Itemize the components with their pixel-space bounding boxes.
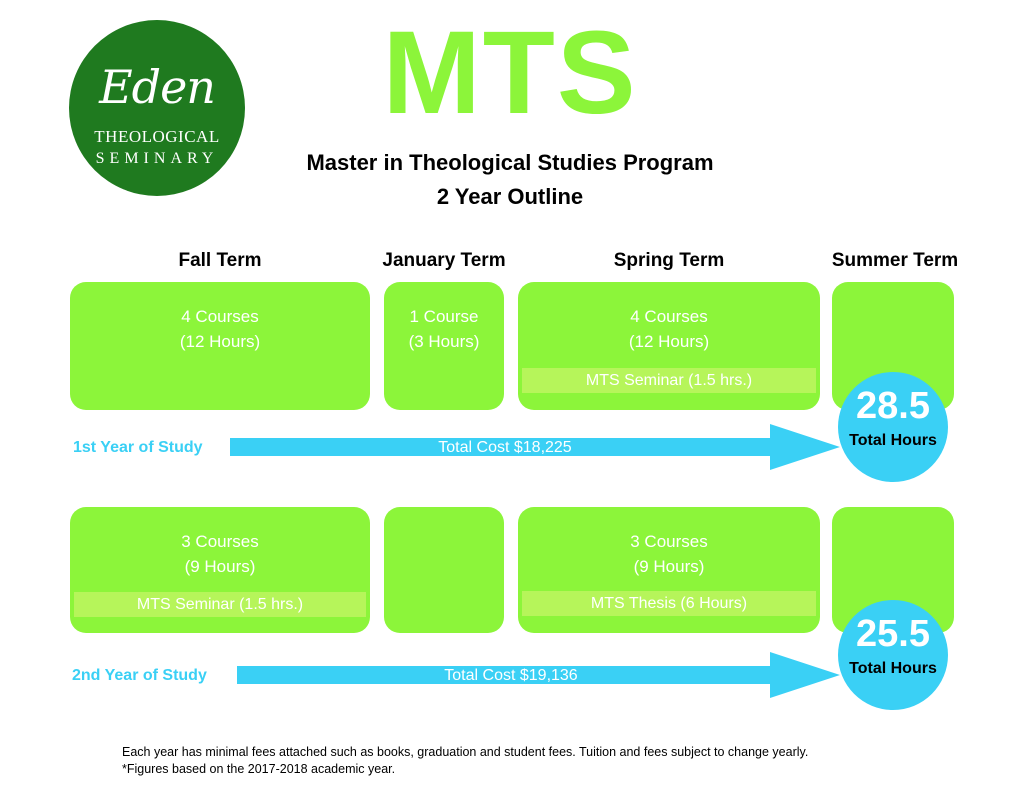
year1-fall-hours: (12 Hours) bbox=[179, 332, 261, 351]
program-outline-label: 2 Year Outline bbox=[436, 184, 584, 209]
year2-spring-courses: 3 Courses bbox=[630, 532, 708, 551]
year2-spring-hours: (9 Hours) bbox=[633, 557, 705, 576]
logo-line-1: THEOLOGICAL bbox=[94, 127, 220, 146]
year1-spring-box bbox=[518, 282, 820, 410]
logo-name: Eden bbox=[99, 60, 215, 114]
year2-total-cost: Total Cost $19,136 bbox=[444, 667, 578, 684]
year1-fall-box bbox=[70, 282, 370, 410]
year1-january-box bbox=[384, 282, 504, 410]
year2-fall-courses: 3 Courses bbox=[181, 532, 259, 551]
year2-total-hours-value: 25.5 bbox=[856, 613, 930, 655]
program-title: MTS bbox=[382, 7, 638, 139]
year2-january-box bbox=[384, 507, 504, 633]
year1-january-hours: (3 Hours) bbox=[408, 332, 480, 351]
term-header-summer: Summer Term bbox=[831, 250, 959, 271]
year1-january-courses: 1 Course bbox=[409, 307, 479, 326]
year2-spring-thesis-bar: MTS Thesis (6 Hours) bbox=[522, 591, 816, 616]
seminary-logo bbox=[69, 20, 245, 196]
year1-label: 1st Year of Study bbox=[73, 439, 203, 456]
year1-total-hours-label: Total Hours bbox=[849, 432, 937, 449]
fees-note: Each year has minimal fees attached such as books, graduation and student fees. Tuition and fees subject to change yearly. bbox=[122, 745, 809, 759]
year2-spring-box bbox=[518, 507, 820, 633]
year2-fall-seminar-bar: MTS Seminar (1.5 hrs.) bbox=[74, 592, 366, 617]
year1-spring-courses: 4 Courses bbox=[630, 307, 708, 326]
year2-fall-hours: (9 Hours) bbox=[184, 557, 256, 576]
year2-label: 2nd Year of Study bbox=[72, 667, 207, 684]
figures-note: *Figures based on the 2017-2018 academic year. bbox=[122, 762, 396, 776]
year2-fall-box bbox=[70, 507, 370, 633]
year1-total-hours-badge bbox=[838, 372, 948, 482]
term-header-spring: Spring Term bbox=[613, 250, 725, 271]
program-subtitle: Master in Theological Studies Program bbox=[306, 150, 714, 175]
term-header-fall: Fall Term bbox=[178, 250, 262, 271]
year1-total-cost: Total Cost $18,225 bbox=[438, 439, 572, 456]
logo-line-2: SEMINARY bbox=[95, 150, 219, 167]
year2-total-hours-label: Total Hours bbox=[849, 660, 937, 677]
year1-fall-courses: 4 Courses bbox=[181, 307, 259, 326]
year1-spring-hours: (12 Hours) bbox=[628, 332, 710, 351]
term-header-january: January Term bbox=[382, 250, 506, 271]
year1-total-hours-value: 28.5 bbox=[856, 385, 930, 427]
year2-total-hours-badge bbox=[838, 600, 948, 710]
year1-spring-seminar-bar: MTS Seminar (1.5 hrs.) bbox=[522, 368, 816, 393]
